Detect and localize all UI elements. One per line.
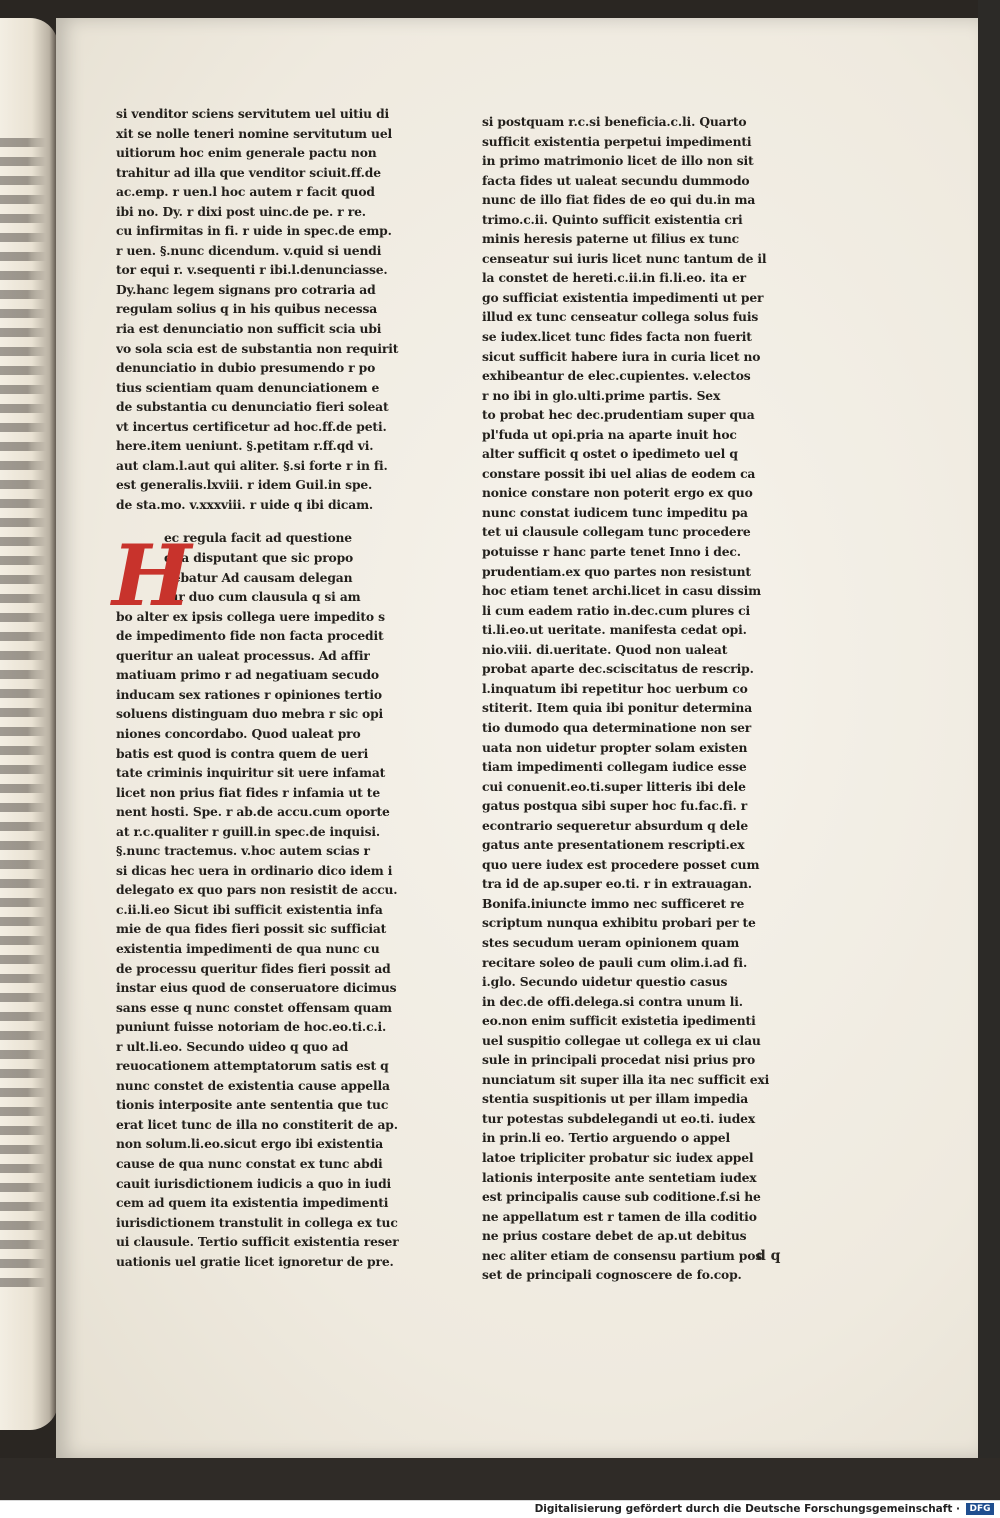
text-line: nunc constet de existentia cause appella bbox=[116, 1077, 390, 1093]
text-line: ec regula facit ad questione bbox=[164, 530, 352, 546]
rubricated-initial: H bbox=[112, 526, 192, 626]
text-line: econtrario sequeretur absurdum q dele bbox=[482, 817, 748, 833]
text-line: qua disputant que sic propo bbox=[164, 550, 354, 566]
text-line: niones concordabo. Quod ualeat pro bbox=[116, 725, 361, 741]
text-line: nec aliter etiam de consensu partium pos bbox=[482, 1247, 763, 1263]
text-line: trimo.c.ii. Quinto sufficit existentia cri bbox=[482, 211, 743, 227]
text-line: ui clausule. Tertio sufficit existentia reser bbox=[116, 1234, 399, 1250]
text-line: mie de qua fides fieri possit sic sufficiat bbox=[116, 921, 387, 937]
text-line: r ult.li.eo. Secundo uideo q quo ad bbox=[116, 1038, 349, 1054]
text-line: ibi no. Dy. r dixi post uinc.de pe. r re. bbox=[116, 203, 366, 219]
text-line: i.glo. Secundo uidetur questio casus bbox=[482, 974, 728, 990]
text-line: batis est quod is contra quem de ueri bbox=[116, 745, 369, 761]
text-line: soluens distinguam duo mebra r sic opi bbox=[116, 706, 384, 722]
text-line: stes secudum ueram opinionem quam bbox=[482, 934, 740, 950]
signature-mark: d q bbox=[756, 1248, 781, 1264]
text-line: c.ii.li.eo Sicut ibi sufficit existentia infa bbox=[116, 901, 383, 917]
text-line: Dy.hanc legem signans pro cotraria ad bbox=[116, 281, 376, 297]
text-line: gatus postqua sibi super hoc fu.fac.fi. r bbox=[482, 798, 748, 814]
text-line: delegato ex quo pars non resistit de accu. bbox=[116, 882, 398, 898]
text-line: gatus ante presentationem rescripti.ex bbox=[482, 837, 745, 853]
text-line: tiam impedimenti collegam iudice esse bbox=[482, 759, 747, 775]
decorated-paragraph bbox=[112, 526, 446, 1271]
text-line: tur potestas subdelegandi ut eo.ti. iudex bbox=[482, 1110, 756, 1126]
text-line: si postquam r.c.si beneficia.c.li. Quarto bbox=[482, 114, 747, 129]
text-line: de substantia cu denunciatio fieri soleat bbox=[116, 399, 389, 415]
text-line: erat licet tunc de illa no constiterit de ap. bbox=[116, 1116, 398, 1132]
text-line: de processu queritur fides fieri possit ad bbox=[116, 960, 391, 976]
text-line: nebatur Ad causam delegan bbox=[164, 569, 353, 585]
right-text-column bbox=[482, 112, 818, 1285]
text-line: uitiorum hoc enim generale pactu non bbox=[116, 145, 377, 161]
text-line: lationis interposite ante sentetiam iudex bbox=[482, 1169, 757, 1185]
text-line: prudentiam.ex quo partes non resistunt bbox=[482, 563, 751, 579]
text-line: denunciatio in dubio presumendo r po bbox=[116, 360, 376, 376]
text-line: tur duo cum clausula q si am bbox=[164, 589, 361, 605]
text-line: tet ui clausule collegam tunc procedere bbox=[482, 524, 751, 540]
text-line: iurisdictionem transtulit in collega ex tuc bbox=[116, 1214, 398, 1230]
left-text-column bbox=[112, 104, 446, 1271]
text-line: nunciatum sit super illa ita nec sufficit exi bbox=[482, 1071, 770, 1087]
text-line: tius scientiam quam denunciationem e bbox=[116, 379, 380, 395]
text-line: censeatur sui iuris licet nunc tantum de il bbox=[482, 250, 767, 266]
text-line: minis heresis paterne ut filius ex tunc bbox=[482, 231, 739, 247]
text-line: r uen. §.nunc dicendum. v.quid si uendi bbox=[116, 242, 382, 258]
text-line: cause de qua nunc constat ex tunc abdi bbox=[116, 1155, 383, 1171]
text-line: exhibeantur de elec.cupientes. v.electos bbox=[482, 368, 751, 384]
text-line: nunc de illo fiat fides de eo qui du.in ma bbox=[482, 192, 756, 208]
text-line: ne appellatum est r tamen de illa coditio bbox=[482, 1208, 757, 1224]
text-line: cauit iurisdictionem iudicis a quo in iudi bbox=[116, 1175, 392, 1191]
text-line: probat aparte dec.sciscitatus de rescrip. bbox=[482, 661, 754, 677]
text-line: ria est denunciatio non sufficit scia ubi bbox=[116, 321, 382, 337]
text-line: stiterit. Item quia ibi ponitur determina bbox=[482, 700, 753, 716]
text-line: uel suspitio collegae ut collega ex ui clau bbox=[482, 1032, 761, 1048]
text-line: potuisse r hanc parte tenet Inno i dec. bbox=[482, 544, 741, 560]
text-line: here.item ueniunt. §.petitam r.ff.qd vi. bbox=[116, 438, 374, 454]
text-line: vt incertus certificetur ad hoc.ff.de peti. bbox=[116, 418, 387, 434]
text-line: quo uere iudex est procedere posset cum bbox=[482, 856, 760, 872]
right-column-text bbox=[482, 112, 818, 1285]
text-line: existentia impedimenti de qua nunc cu bbox=[116, 940, 380, 956]
text-line: ac.emp. r uen.l hoc autem r facit quod bbox=[116, 184, 375, 200]
text-line: illud ex tunc censeatur collega solus fuis bbox=[482, 309, 759, 325]
text-line: recitare soleo de pauli cum olim.i.ad fi. bbox=[482, 954, 748, 970]
text-line: si venditor sciens servitutem uel uitiu di bbox=[116, 106, 390, 121]
text-line: regulam solius q in his quibus necessa bbox=[116, 301, 378, 317]
funding-credit: Digitalisierung gefördert durch die Deutsche Forschungsgemeinschaft · bbox=[534, 1503, 960, 1515]
text-line: hoc etiam tenet archi.licet in casu dissim bbox=[482, 583, 762, 599]
text-line: cem ad quem ita existentia impedimenti bbox=[116, 1195, 389, 1211]
text-line: tor equi r. v.sequenti r ibi.l.denunciasse. bbox=[116, 262, 388, 278]
left-column-first-paragraph bbox=[116, 104, 446, 514]
text-line: §.nunc tractemus. v.hoc autem scias r bbox=[116, 843, 370, 859]
text-line: tio dumodo qua determinatione non ser bbox=[482, 719, 752, 735]
facing-page-edge bbox=[0, 18, 58, 1430]
text-line: aut clam.l.aut qui aliter. §.si forte r in fi. bbox=[116, 457, 388, 473]
text-line: l.inquatum ibi repetitur hoc uerbum co bbox=[482, 680, 748, 696]
text-line: sule in principali procedat nisi prius pro bbox=[482, 1052, 756, 1068]
text-line: licet non prius fiat fides r infamia ut te bbox=[116, 784, 381, 800]
text-line: cui conuenit.eo.ti.super litteris ibi dele bbox=[482, 778, 746, 794]
book-board bbox=[978, 0, 1000, 1460]
text-line: in dec.de offi.delega.si contra unum li. bbox=[482, 993, 743, 1009]
text-line: cu infirmitas in fi. r uide in spec.de emp. bbox=[116, 223, 392, 239]
text-line: at r.c.qualiter r guill.in spec.de inquisi. bbox=[116, 823, 380, 839]
text-line: puniunt fuisse notoriam de hoc.eo.ti.c.i. bbox=[116, 1019, 387, 1035]
text-line: de impedimento fide non facta procedit bbox=[116, 628, 384, 644]
text-line: vo sola scia est de substantia non requirit bbox=[116, 340, 399, 356]
text-line: sans esse q nunc constet offensam quam bbox=[116, 999, 392, 1015]
text-line: nio.viii. di.ueritate. Quod non ualeat bbox=[482, 641, 728, 657]
text-line: stentia suspitionis ut per illam impedia bbox=[482, 1091, 749, 1107]
text-line: sicut sufficit habere iura in curia licet no bbox=[482, 348, 761, 364]
text-line: de sta.mo. v.xxxviii. r uide q ibi dicam. bbox=[116, 496, 374, 512]
text-line: latoe tripliciter probatur sic iudex appel bbox=[482, 1149, 754, 1165]
text-line: tra id de ap.super eo.ti. r in extrauagan. bbox=[482, 876, 752, 892]
text-line: Bonifa.iniuncte immo nec sufficeret re bbox=[482, 895, 745, 911]
text-line: nent hosti. Spe. r ab.de accu.cum oporte bbox=[116, 804, 390, 820]
text-line: alter sufficit q ostet o ipedimeto uel q bbox=[482, 446, 738, 462]
text-line: uationis uel gratie licet ignoretur de pre. bbox=[116, 1253, 394, 1269]
text-line: nunc constat iudicem tunc impeditu pa bbox=[482, 504, 748, 520]
text-line: constare possit ibi uel alias de eodem ca bbox=[482, 465, 756, 481]
text-line: est principalis cause sub coditione.f.si he bbox=[482, 1189, 761, 1205]
text-line: tionis interposite ante sententia que tuc bbox=[116, 1097, 389, 1113]
text-line: ne prius costare debet de ap.ut debitus bbox=[482, 1228, 747, 1244]
text-line: queritur an ualeat processus. Ad affir bbox=[116, 647, 370, 663]
text-line: trahitur ad illa que venditor sciuit.ff.de bbox=[116, 164, 381, 180]
text-line: uata non uidetur propter solam existen bbox=[482, 739, 748, 755]
text-line: scriptum nunqua exhibitu probari per te bbox=[482, 915, 756, 931]
text-line: in prin.li eo. Tertio arguendo o appel bbox=[482, 1130, 731, 1146]
text-line: est generalis.lxviii. r idem Guil.in spe. bbox=[116, 477, 373, 493]
text-line: inducam sex rationes r opiniones tertio bbox=[116, 686, 382, 702]
text-line: li cum eadem ratio in.dec.cum plures ci bbox=[482, 602, 750, 618]
text-line: xit se nolle teneri nomine servitutum uel bbox=[116, 125, 393, 141]
facing-page-text-edge bbox=[0, 138, 46, 1288]
dfg-logo: DFG bbox=[966, 1503, 994, 1515]
text-line: tate criminis inquiritur sit uere infamat bbox=[116, 765, 386, 781]
text-line: matiuam primo r ad negatiuam secudo bbox=[116, 667, 379, 683]
text-line: la constet de hereti.c.ii.in fi.li.eo. ita er bbox=[482, 270, 747, 286]
text-line: sufficit existentia perpetui impedimenti bbox=[482, 133, 752, 149]
text-line: se iudex.licet tunc fides facta non fuerit bbox=[482, 329, 752, 345]
text-line: reuocationem attemptatorum satis est q bbox=[116, 1058, 389, 1074]
text-line: bo alter ex ipsis collega uere impedito s bbox=[116, 608, 385, 624]
text-line: facta fides ut ualeat secundu dummodo bbox=[482, 172, 750, 188]
text-line: to probat hec dec.prudentiam super qua bbox=[482, 407, 755, 423]
text-line: in primo matrimonio licet de illo non sit bbox=[482, 153, 754, 169]
text-line: set de principali cognoscere de fo.cop. bbox=[482, 1267, 742, 1283]
text-line: non solum.li.eo.sicut ergo ibi existentia bbox=[116, 1136, 384, 1152]
text-line: ti.li.eo.ut ueritate. manifesta cedat opi. bbox=[482, 622, 747, 638]
text-line: si dicas hec uera in ordinario dico idem i bbox=[116, 862, 393, 878]
book-bottom-shadow bbox=[0, 1458, 1000, 1500]
text-line: eo.non enim sufficit existetia ipedimenti bbox=[482, 1013, 756, 1029]
text-line: go sufficiat existentia impedimenti ut per bbox=[482, 289, 764, 305]
text-line: r no ibi in glo.ulti.prime partis. Sex bbox=[482, 387, 721, 403]
digitization-footer bbox=[0, 1500, 1000, 1518]
left-column-second-paragraph bbox=[116, 607, 446, 1272]
text-line: nonice constare non poterit ergo ex quo bbox=[482, 485, 753, 501]
text-line: instar eius quod de conseruatore dicimus bbox=[116, 980, 397, 996]
text-line: pl'fuda ut opi.pria na aparte inuit hoc bbox=[482, 426, 737, 442]
